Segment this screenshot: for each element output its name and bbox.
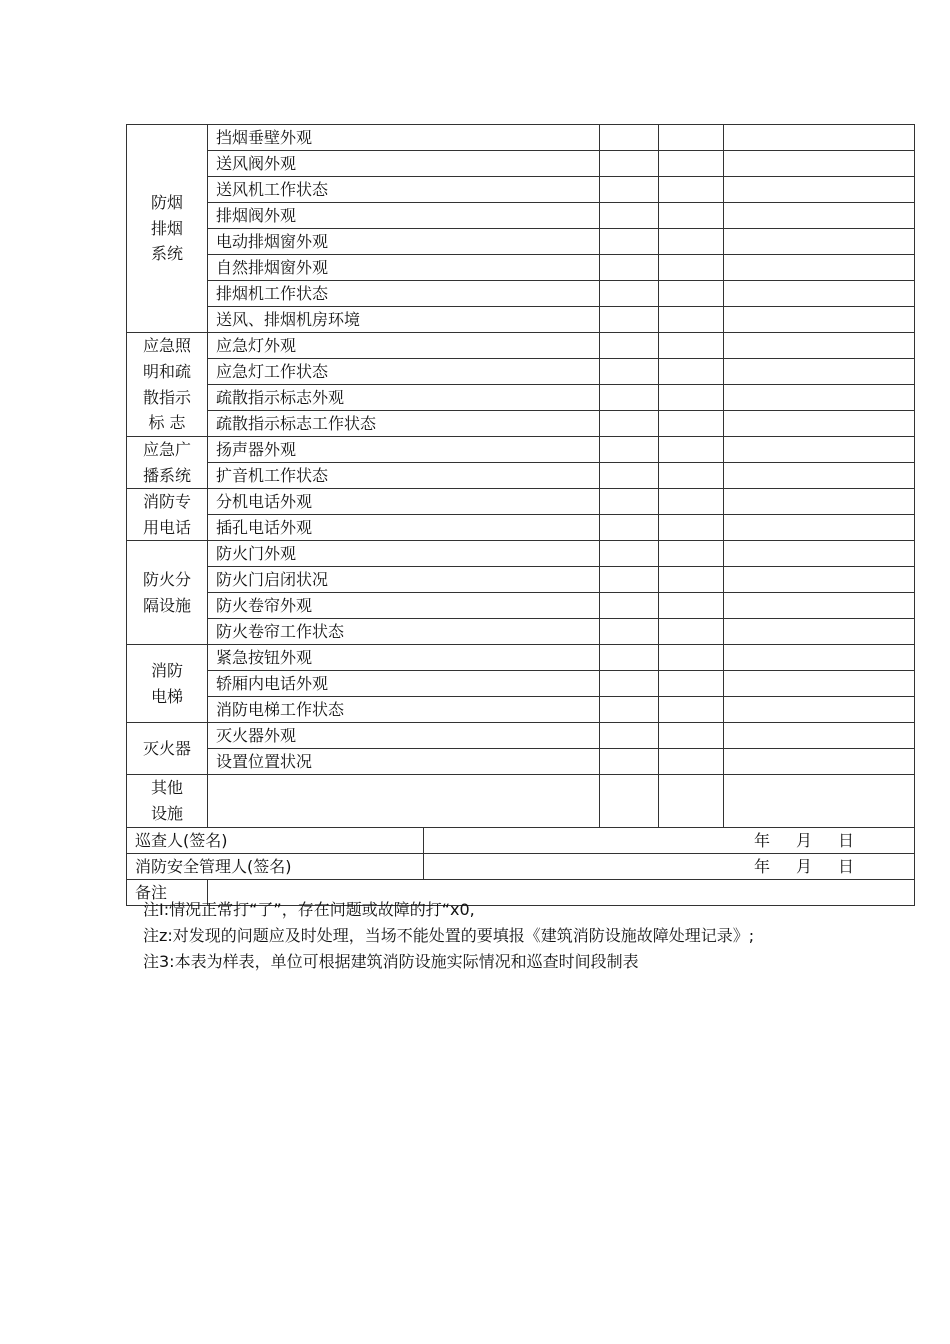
notes-cell[interactable] — [724, 177, 915, 203]
table-row — [127, 541, 915, 567]
item-label: 自然排烟窗外观 — [208, 255, 600, 281]
item-label: 送风、排烟机房环境 — [208, 307, 600, 333]
check-cell-fault[interactable] — [659, 463, 724, 489]
signature-section — [127, 827, 915, 905]
category-label: 标 志 — [148, 413, 186, 433]
category-label: 防烟 — [150, 193, 183, 213]
category-label: 电梯 — [150, 686, 183, 706]
check-cell-fault[interactable] — [659, 203, 724, 229]
date-month-label: 月 — [796, 856, 813, 876]
date-month-label: 月 — [796, 830, 813, 850]
footnote-1: 注I:情况正常打“了”，存在问题或故障的打“x0, — [143, 900, 475, 919]
date-day-label: 日 — [838, 856, 855, 876]
check-cell-fault[interactable] — [659, 437, 724, 463]
check-cell-normal[interactable] — [600, 281, 659, 307]
check-cell-normal[interactable] — [600, 645, 659, 671]
table-row — [127, 619, 915, 645]
inspector-label: 巡查人(签名) — [127, 827, 424, 853]
notes-cell[interactable] — [724, 437, 915, 463]
check-cell-normal[interactable] — [600, 593, 659, 619]
check-cell-fault[interactable] — [659, 229, 724, 255]
check-cell-normal[interactable] — [600, 203, 659, 229]
table-row — [127, 281, 915, 307]
check-cell-normal[interactable] — [600, 411, 659, 437]
check-cell-normal[interactable] — [600, 619, 659, 645]
table-row — [127, 411, 915, 437]
notes-cell[interactable] — [724, 489, 915, 515]
check-cell-fault[interactable] — [659, 359, 724, 385]
table-row — [127, 255, 915, 281]
check-cell-fault[interactable] — [659, 671, 724, 697]
table-row — [127, 775, 915, 827]
category-cell — [127, 489, 208, 541]
notes-cell[interactable] — [724, 385, 915, 411]
check-cell-fault[interactable] — [659, 749, 724, 775]
category-label: 设施 — [150, 803, 183, 823]
check-cell-normal[interactable] — [600, 437, 659, 463]
item-label — [208, 775, 600, 827]
footnotes — [143, 897, 754, 975]
category-label: 明和疏 — [142, 361, 191, 381]
footnote-2: 注z:对发现的问题应及时处理，当场不能处置的要填报《建筑消防设施故障处理记录》; — [143, 926, 755, 945]
item-label: 防火卷帘工作状态 — [208, 619, 600, 645]
item-label: 防火门外观 — [208, 541, 600, 567]
check-cell-normal[interactable] — [600, 359, 659, 385]
check-cell-normal[interactable] — [600, 333, 659, 359]
category-cell — [127, 723, 208, 775]
category-cell — [127, 437, 208, 489]
category-label: 消防专 — [142, 492, 191, 512]
remarks-label: 备注 — [127, 879, 208, 905]
notes-cell[interactable] — [724, 593, 915, 619]
notes-cell[interactable] — [724, 515, 915, 541]
item-label: 应急灯外观 — [208, 333, 600, 359]
check-cell-normal[interactable] — [600, 125, 659, 151]
notes-cell[interactable] — [724, 567, 915, 593]
check-cell-normal[interactable] — [600, 671, 659, 697]
check-cell-fault[interactable] — [659, 255, 724, 281]
notes-cell[interactable] — [724, 749, 915, 775]
category-label: 应急照 — [142, 336, 191, 356]
table-row — [127, 515, 915, 541]
check-cell-fault[interactable] — [659, 775, 724, 827]
date-day-label: 日 — [838, 830, 855, 850]
item-label: 扬声器外观 — [208, 437, 600, 463]
notes-cell[interactable] — [724, 307, 915, 333]
notes-cell[interactable] — [724, 697, 915, 723]
inspector-signature-cell[interactable] — [424, 827, 915, 853]
category-label: 隔设施 — [142, 595, 191, 615]
notes-cell[interactable] — [724, 255, 915, 281]
table-row — [127, 229, 915, 255]
table-row — [127, 203, 915, 229]
item-label: 防火门启闭状况 — [208, 567, 600, 593]
table-row — [127, 697, 915, 723]
table-row — [127, 125, 915, 151]
table-row — [127, 567, 915, 593]
category-label: 应急广 — [142, 440, 191, 459]
check-cell-normal[interactable] — [600, 749, 659, 775]
category-label: 消防 — [150, 661, 183, 681]
check-cell-normal[interactable] — [600, 177, 659, 203]
table-row — [127, 385, 915, 411]
check-cell-normal[interactable] — [600, 385, 659, 411]
notes-cell[interactable] — [724, 203, 915, 229]
item-label: 扩音机工作状态 — [208, 463, 600, 489]
table-row — [127, 359, 915, 385]
table-row — [127, 333, 915, 359]
category-label: 排烟 — [150, 218, 183, 238]
check-cell-normal[interactable] — [600, 489, 659, 515]
notes-cell[interactable] — [724, 151, 915, 177]
table-row — [127, 463, 915, 489]
item-label: 设置位置状况 — [208, 749, 600, 775]
check-cell-fault[interactable] — [659, 411, 724, 437]
notes-cell[interactable] — [724, 645, 915, 671]
manager-row — [127, 853, 915, 879]
category-label: 系统 — [150, 244, 183, 264]
check-cell-normal[interactable] — [600, 567, 659, 593]
category-cell — [127, 125, 208, 333]
check-cell-normal[interactable] — [600, 307, 659, 333]
date-year-label: 年 — [754, 830, 771, 850]
date-year-label: 年 — [754, 856, 771, 876]
check-cell-normal[interactable] — [600, 151, 659, 177]
category-label: 其他 — [150, 778, 183, 798]
category-label: 散指示 — [142, 387, 191, 407]
item-label: 疏散指示标志工作状态 — [208, 411, 600, 437]
notes-cell[interactable] — [724, 333, 915, 359]
notes-cell[interactable] — [724, 359, 915, 385]
table-row — [127, 151, 915, 177]
check-cell-normal[interactable] — [600, 697, 659, 723]
item-label: 插孔电话外观 — [208, 515, 600, 541]
table-row — [127, 671, 915, 697]
check-cell-normal[interactable] — [600, 515, 659, 541]
check-cell-fault[interactable] — [659, 151, 724, 177]
check-cell-fault[interactable] — [659, 697, 724, 723]
notes-cell[interactable] — [724, 281, 915, 307]
category-cell — [127, 541, 208, 645]
item-label: 排烟机工作状态 — [208, 281, 600, 307]
check-cell-fault[interactable] — [659, 307, 724, 333]
item-label: 分机电话外观 — [208, 489, 600, 515]
check-cell-normal[interactable] — [600, 229, 659, 255]
item-label: 灭火器外观 — [208, 723, 600, 749]
check-cell-fault[interactable] — [659, 567, 724, 593]
notes-cell[interactable] — [724, 541, 915, 567]
category-cell — [127, 775, 208, 827]
category-label: 防火分 — [142, 570, 191, 590]
table-row — [127, 177, 915, 203]
item-label: 排烟阀外观 — [208, 203, 600, 229]
inspector-row — [127, 827, 915, 853]
table-row — [127, 307, 915, 333]
check-cell-fault[interactable] — [659, 645, 724, 671]
table-row — [127, 749, 915, 775]
category-label: 灭火器 — [142, 739, 191, 759]
notes-cell[interactable] — [724, 619, 915, 645]
item-label: 送风机工作状态 — [208, 177, 600, 203]
notes-cell[interactable] — [724, 411, 915, 437]
category-label: 播系统 — [142, 465, 191, 485]
notes-cell[interactable] — [724, 723, 915, 749]
item-label: 应急灯工作状态 — [208, 359, 600, 385]
check-cell-normal[interactable] — [600, 723, 659, 749]
table-row — [127, 593, 915, 619]
check-cell-fault[interactable] — [659, 619, 724, 645]
item-label: 防火卷帘外观 — [208, 593, 600, 619]
table-row — [127, 723, 915, 749]
check-cell-normal[interactable] — [600, 775, 659, 827]
category-cell — [127, 645, 208, 723]
item-label: 电动排烟窗外观 — [208, 229, 600, 255]
notes-cell[interactable] — [724, 125, 915, 151]
check-cell-fault[interactable] — [659, 385, 724, 411]
check-cell-normal[interactable] — [600, 255, 659, 281]
item-label: 送风阀外观 — [208, 151, 600, 177]
check-cell-fault[interactable] — [659, 333, 724, 359]
item-label: 轿厢内电话外观 — [208, 671, 600, 697]
notes-cell[interactable] — [724, 671, 915, 697]
category-label: 用电话 — [142, 517, 191, 537]
manager-label: 消防安全管理人(签名) — [127, 853, 424, 879]
manager-signature-cell[interactable] — [424, 853, 915, 879]
check-cell-fault[interactable] — [659, 593, 724, 619]
check-cell-fault[interactable] — [659, 515, 724, 541]
item-label: 消防电梯工作状态 — [208, 697, 600, 723]
check-cell-normal[interactable] — [600, 541, 659, 567]
notes-cell[interactable] — [724, 463, 915, 489]
inspection-table — [126, 124, 915, 906]
check-cell-fault[interactable] — [659, 489, 724, 515]
check-cell-fault[interactable] — [659, 541, 724, 567]
notes-cell[interactable] — [724, 775, 915, 827]
item-label: 疏散指示标志外观 — [208, 385, 600, 411]
inspection-table-body — [127, 125, 915, 828]
footnote-3: 注3:本表为样表，单位可根据建筑消防设施实际情况和巡查时间段制表 — [143, 952, 639, 971]
item-label: 挡烟垂壁外观 — [208, 125, 600, 151]
check-cell-fault[interactable] — [659, 281, 724, 307]
table-row — [127, 489, 915, 515]
category-cell — [127, 333, 208, 437]
notes-cell[interactable] — [724, 229, 915, 255]
table-row — [127, 645, 915, 671]
check-cell-fault[interactable] — [659, 723, 724, 749]
check-cell-fault[interactable] — [659, 125, 724, 151]
table-row — [127, 437, 915, 463]
item-label: 紧急按钮外观 — [208, 645, 600, 671]
check-cell-fault[interactable] — [659, 177, 724, 203]
check-cell-normal[interactable] — [600, 463, 659, 489]
